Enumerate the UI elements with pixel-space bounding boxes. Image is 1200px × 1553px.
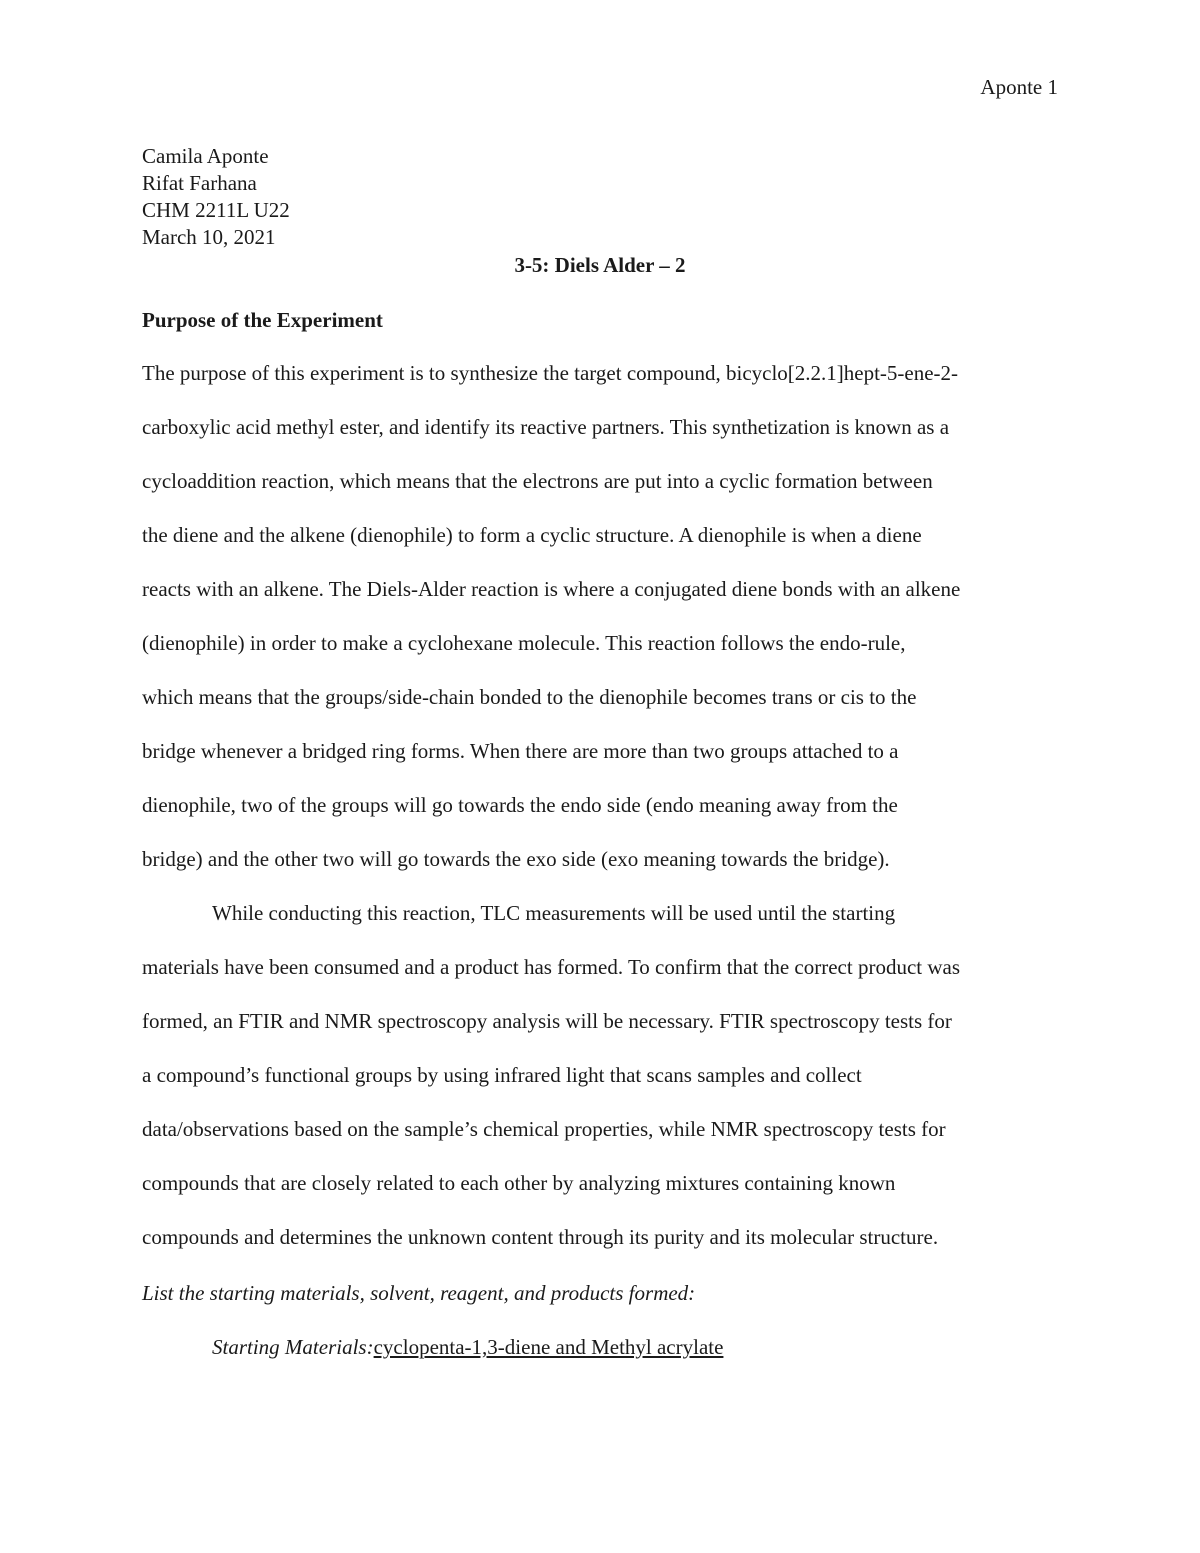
paragraph-line: materials have been consumed and a product has formed. To confirm that the correct product was — [142, 955, 961, 979]
paragraph-line: (dienophile) in order to make a cyclohexane molecule. This reaction follows the endo-rule, — [142, 631, 906, 655]
starting-materials-line — [212, 1334, 723, 1360]
paragraph-line: reacts with an alkene. The Diels-Alder reaction is where a conjugated diene bonds with an alkene — [142, 577, 961, 601]
paragraph-line: formed, an FTIR and NMR spectroscopy analysis will be necessary. FTIR spectroscopy tests for — [142, 1009, 952, 1033]
paragraph-line: the diene and the alkene (dienophile) to form a cyclic structure. A dienophile is when a diene — [142, 523, 922, 547]
list-prompt: List the starting materials, solvent, reagent, and products formed: — [142, 1281, 696, 1305]
paragraph-line: data/observations based on the sample’s chemical properties, while NMR spectroscopy tests for — [142, 1117, 946, 1141]
paragraph-line: bridge) and the other two will go towards the exo side (exo meaning towards the bridge). — [142, 847, 890, 871]
paragraph-line: compounds and determines the unknown content through its purity and its molecular structure. — [142, 1225, 939, 1249]
paragraph-line: compounds that are closely related to each other by analyzing mixtures containing known — [142, 1171, 896, 1195]
paragraph-line: cycloaddition reaction, which means that the electrons are put into a cyclic formation between — [142, 469, 933, 493]
paragraph-line: bridge whenever a bridged ring forms. When there are more than two groups attached to a — [142, 739, 899, 763]
course-code: CHM 2211L U22 — [142, 198, 290, 222]
submission-date: March 10, 2021 — [142, 225, 276, 249]
page-header: Aponte 1 — [980, 75, 1058, 99]
paragraph-line: While conducting this reaction, TLC measurements will be used until the starting — [212, 901, 896, 925]
starting-materials-value: cyclopenta-1,3-diene and Methyl acrylate — [373, 1335, 724, 1359]
author-heading-block — [142, 143, 290, 251]
paragraph-line: carboxylic acid methyl ester, and identify its reactive partners. This synthetization is known as a — [142, 415, 950, 439]
student-name: Camila Aponte — [142, 144, 269, 168]
paragraph-line: The purpose of this experiment is to synthesize the target compound, bicyclo[2.2.1]hept-5-ene-2- — [142, 361, 959, 385]
section-heading: Purpose of the Experiment — [142, 308, 383, 332]
paragraph-line: a compound’s functional groups by using infrared light that scans samples and collect — [142, 1063, 862, 1087]
paragraph-line: which means that the groups/side-chain bonded to the dienophile becomes trans or cis to the — [142, 685, 917, 709]
starting-materials-label: Starting Materials: — [212, 1335, 374, 1359]
instructor-name: Rifat Farhana — [142, 171, 257, 195]
document-title: 3-5: Diels Alder – 2 — [514, 253, 686, 277]
paragraph-analysis — [142, 886, 1062, 1264]
paragraph-purpose — [142, 346, 1062, 886]
paragraph-line: dienophile, two of the groups will go towards the endo side (endo meaning away from the — [142, 793, 898, 817]
